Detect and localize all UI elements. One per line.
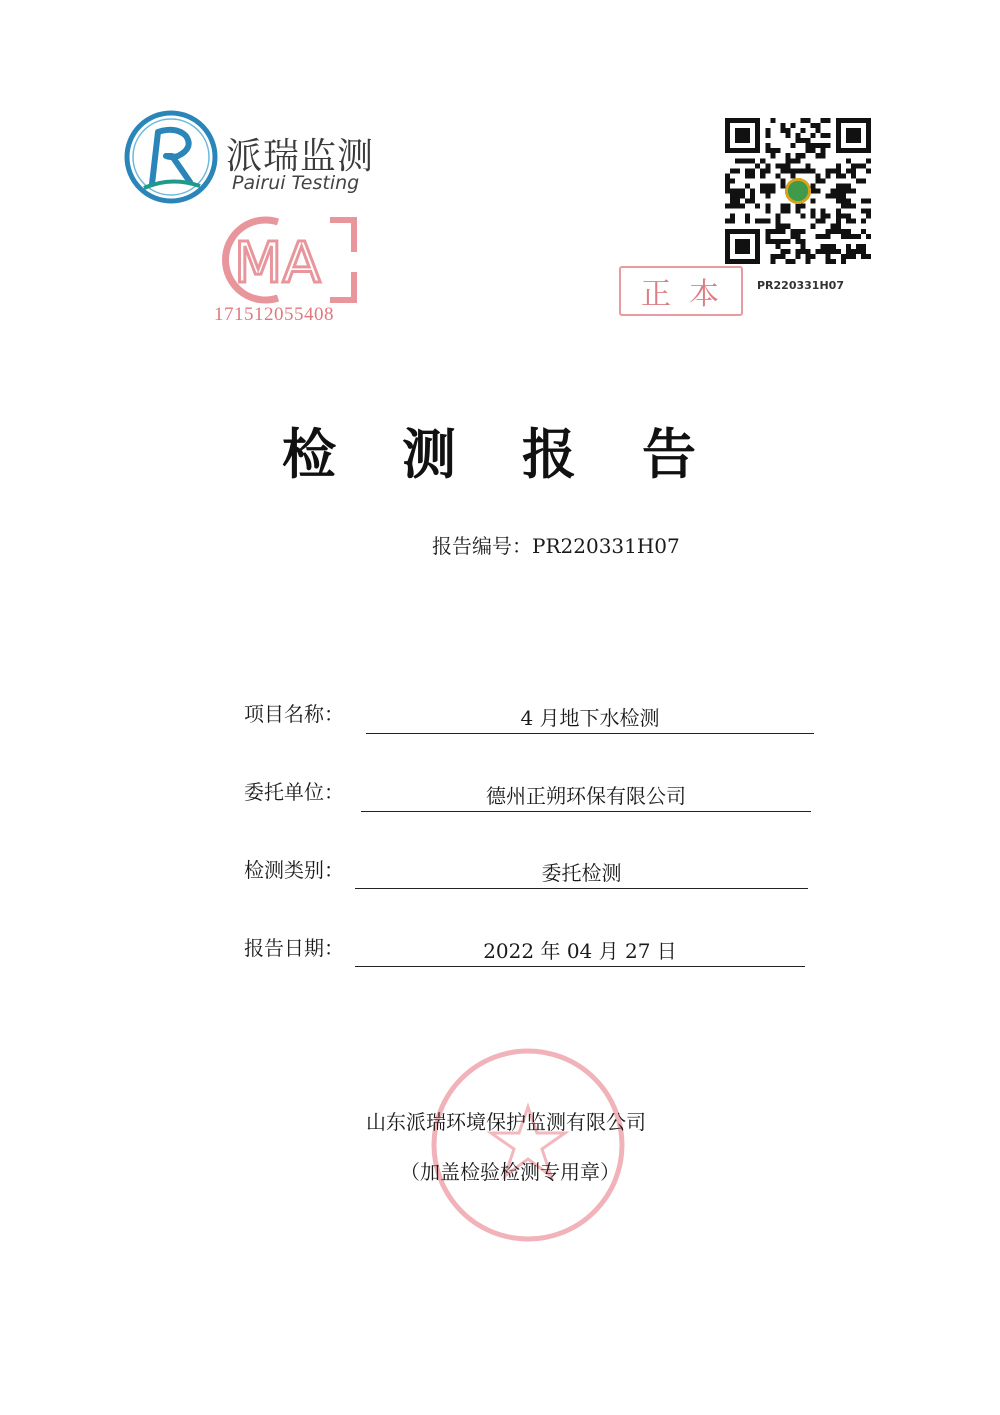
document-title: 检测报告 [282,423,762,486]
test-type-value: 委托检测 [355,857,808,889]
brand-name-en: Pairui Testing [232,172,360,194]
original-copy-stamp: 正本 [619,266,743,316]
cma-stamp-icon [208,212,358,308]
qr-code-icon [724,118,872,264]
report-number [432,530,680,559]
brand-name-cn: 派瑞监测 [226,136,375,177]
official-seal-icon [428,1045,628,1245]
client-value: 德州正朔环保有限公司 [361,780,811,812]
project-name-label: 项目名称： [244,702,344,726]
test-type-label: 检测类别： [244,858,344,882]
report-date-value: 2022 年 04 月 27 日 [355,935,805,967]
report-number-value: PR220331H07 [532,534,680,558]
seal-note: （加盖检验检测专用章） [400,1160,620,1184]
qr-caption: PR220331H07 [757,279,844,292]
cma-stamp-text: MA [234,231,321,296]
issuing-company: 山东派瑞环境保护监测有限公司 [366,1110,646,1134]
cma-number: 171512055408 [214,304,334,325]
client-label: 委托单位： [244,780,344,804]
report-date-label: 报告日期： [244,936,344,960]
pairui-logo-icon [124,110,218,204]
project-name-value: 4 月地下水检测 [366,702,814,734]
report-number-label: 报告编号： [432,534,532,558]
